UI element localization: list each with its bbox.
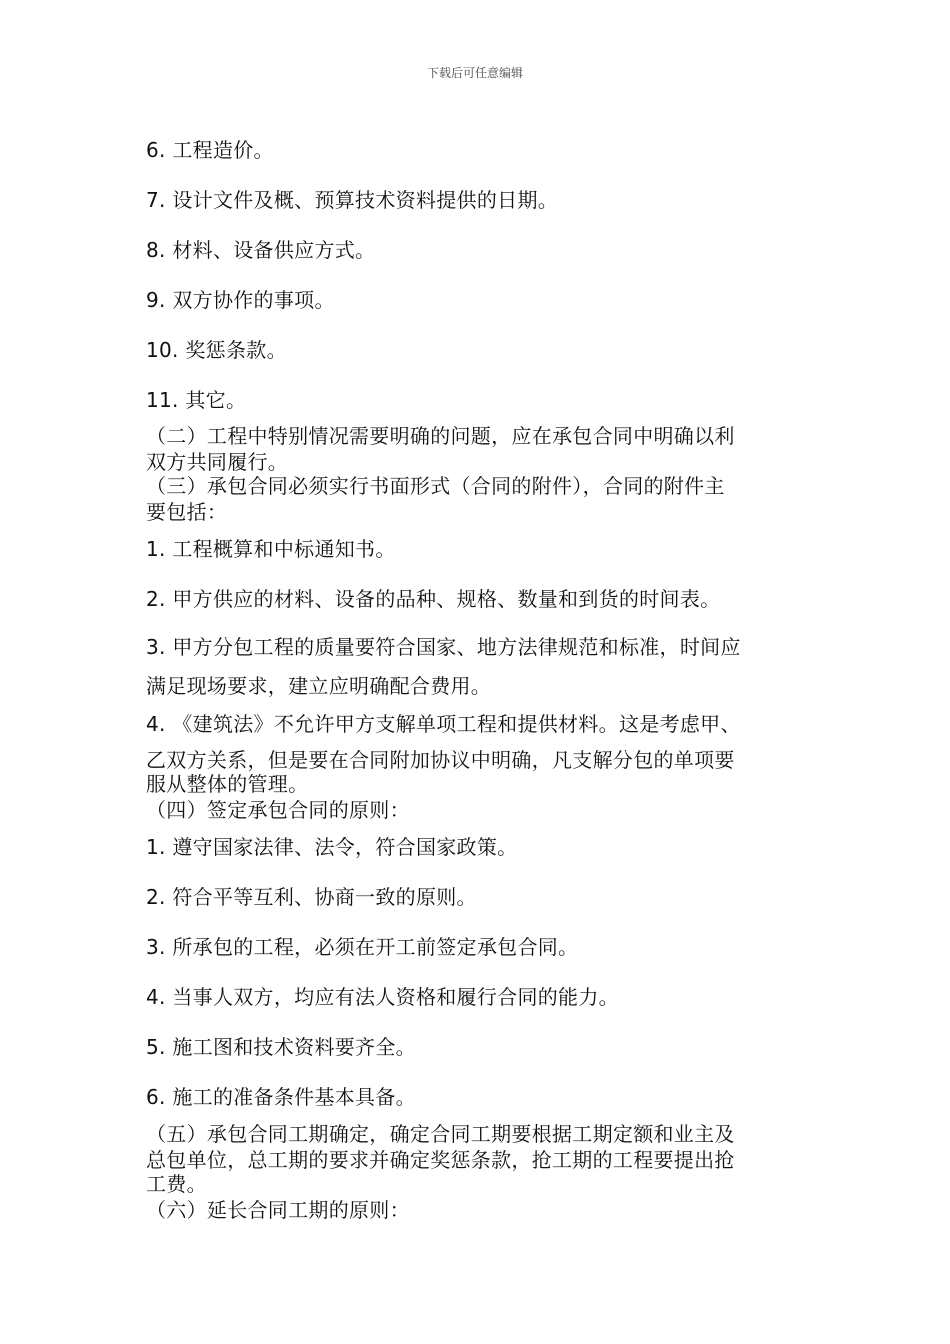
list-item: 1. 工程概算和中标通知书。 [146, 537, 396, 561]
section-heading: （四）签定承包合同的原则： [146, 798, 410, 822]
list-item: 3. 所承包的工程，必须在开工前签定承包合同。 [146, 935, 579, 959]
paragraph-line: 要包括： [146, 500, 228, 524]
section-heading: （六）延长合同工期的原则： [146, 1198, 410, 1222]
list-item: 11. 其它。 [146, 388, 247, 412]
list-item: 乙双方关系，但是要在合同附加协议中明确，凡支解分包的单项要 [146, 748, 735, 772]
paragraph-line: （三）承包合同必须实行书面形式（合同的附件），合同的附件主 [146, 474, 725, 498]
paragraph-line: 双方共同履行。 [146, 450, 289, 474]
list-item: 服从整体的管理。 [146, 772, 309, 796]
paragraph-line: （二）工程中特别情况需要明确的问题，应在承包合同中明确以利 [146, 424, 735, 448]
list-item: 4. 当事人双方，均应有法人资格和履行合同的能力。 [146, 985, 619, 1009]
list-item: 2. 符合平等互利、协商一致的原则。 [146, 885, 477, 909]
list-item: 10. 奖惩条款。 [146, 338, 287, 362]
list-item: 满足现场要求，建立应明确配合费用。 [146, 674, 492, 698]
paragraph-line: （五）承包合同工期确定，确定合同工期要根据工期定额和业主及 [146, 1122, 735, 1146]
list-item: 5. 施工图和技术资料要齐全。 [146, 1035, 416, 1059]
list-item: 2. 甲方供应的材料、设备的品种、规格、数量和到货的时间表。 [146, 587, 721, 611]
paragraph-line: 工费。 [146, 1172, 207, 1196]
page-header: 下载后可任意编辑 [426, 66, 523, 80]
list-item: 4. 《建筑法》不允许甲方支解单项工程和提供材料。这是考虑甲、 [146, 712, 741, 736]
list-item: 7. 设计文件及概、预算技术资料提供的日期。 [146, 188, 559, 212]
list-item: 6. 工程造价。 [146, 138, 274, 162]
list-item: 1. 遵守国家法律、法令，符合国家政策。 [146, 835, 518, 859]
list-item: 6. 施工的准备条件基本具备。 [146, 1085, 416, 1109]
paragraph-line: 总包单位，总工期的要求并确定奖惩条款，抢工期的工程要提出抢 [146, 1148, 735, 1172]
list-item: 9. 双方协作的事项。 [146, 288, 335, 312]
list-item: 3. 甲方分包工程的质量要符合国家、地方法律规范和标准，时间应 [146, 635, 741, 659]
list-item: 8. 材料、设备供应方式。 [146, 238, 376, 262]
